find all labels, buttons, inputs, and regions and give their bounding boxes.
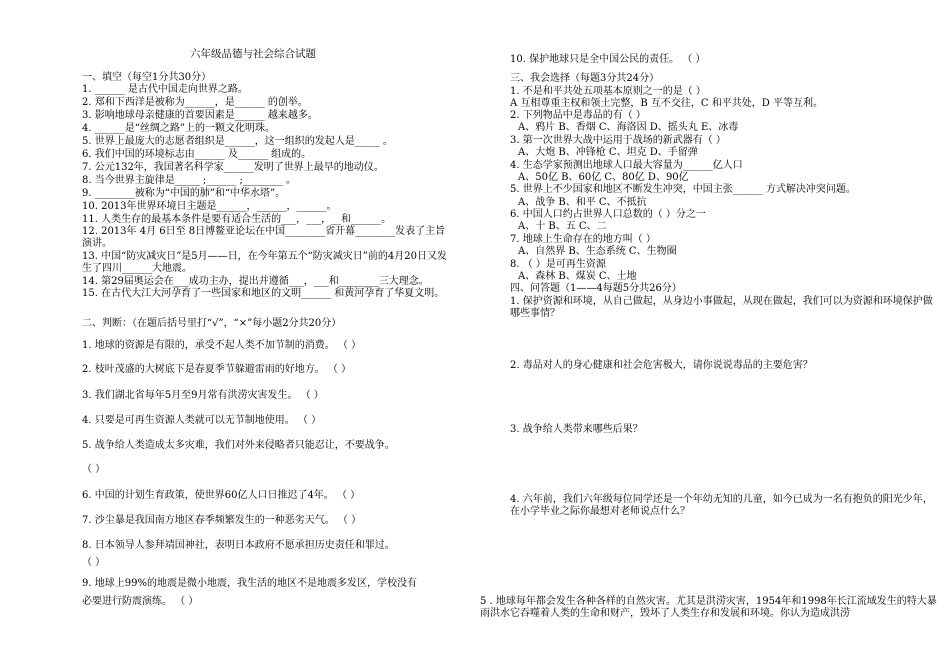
judge-item-5: 5. 战争给人类造成太多灾难，我们对外来侵略者只能忍让，不要战争。 bbox=[82, 440, 395, 451]
choice-options-3: A、大炮 B、冲锋枪 C、坦克 D、手留弹 bbox=[518, 147, 698, 158]
qa-question-4: 4. 六年前，我们六年级每位同学还是一个年幼无知的儿童，如今已成为一名有抱负的阳光少年，在小学毕业之际你最想对老师说点什么？ bbox=[510, 494, 933, 517]
judge-item-6: 6. 中国的计划生育政策，使世界60亿人口日推迟了4年。 （ ） bbox=[82, 490, 361, 501]
choice-item-6: 6. 中国人口约占世界人口总数的（ ）分之一 bbox=[510, 209, 706, 220]
qa-heading: 四、问答题（1——4每题5分共26分） bbox=[510, 283, 682, 294]
fill-item-6: 6. 我们中国的环境标志由______ 及______ 组成的。 bbox=[82, 149, 312, 160]
choice-options-6: A、十 B、五 C、二 bbox=[518, 221, 607, 232]
choice-item-1: 1. 不是和平共处五项基本原则之一的是（ ） bbox=[510, 86, 706, 97]
choice-item-3: 3. 第一次世界大战中运用于战场的新武器有（ ） bbox=[510, 135, 726, 146]
fill-heading: 一、填空（每空1分共30分） bbox=[82, 72, 212, 83]
qa-question-2: 2. 毒品对人的身心健康和社会危害极大，请你说说毒品的主要危害？ bbox=[510, 360, 813, 371]
judge-item-3: 3. 我们湖北省每年5月至9月常有洪涝灾害发生。 （ ） bbox=[82, 390, 324, 401]
qa-question-1: 1. 保护资源和环境，从自己做起，从身边小事做起，从现在做起，我们可以为资源和环境保护做哪些事情？ bbox=[510, 296, 933, 319]
judge-item-8-bracket: （ ） bbox=[82, 557, 106, 568]
fill-item-2: 2. 郑和下西洋是被称为______，是______ 的创举。 bbox=[82, 97, 308, 108]
fill-item-10: 10. 2013年世界环境日主题是______，______，______。 bbox=[82, 201, 337, 212]
choice-options-8: A、森林 B、煤炭 C、土地 bbox=[518, 271, 637, 282]
fill-item-15: 15. 在古代大江大河孕育了一些国家和地区的文明______ 和黄河孕育了华夏文明。 bbox=[82, 288, 445, 299]
judge-item-1: 1. 地球的资源是有限的，承受不起人类不加节制的消费。 （ ） bbox=[82, 340, 362, 351]
fill-item-8: 8. 当今世界主旋律是_____ ;______ ;________ 。 bbox=[82, 175, 296, 186]
choice-options-1: A 互相尊重主权和领土完整，B 互不交往，C 和平共处，D 平等互利。 bbox=[510, 98, 823, 109]
fill-item-5: 5. 世界上最庞大的志愿者组织是______，这一组织的发起人是_____ 。 bbox=[82, 136, 393, 147]
fill-item-11: 11. 人类生存的最基本条件是要有适合生活的___，___，__和______。 bbox=[82, 214, 392, 225]
choice-item-8: 8. （ ）是可再生资源 bbox=[510, 259, 606, 270]
fill-item-14: 14. 第29届奥运会在___成功主办，提出并遵循___，___和________三大理念。 bbox=[82, 276, 429, 287]
choice-options-2: A、鸦片 B、香烟 C、海洛因 D、摇头丸 E、冰毒 bbox=[518, 122, 739, 133]
choice-item-7: 7. 地球上生命存在的地方叫（ ） bbox=[510, 234, 656, 245]
page-title: 六年级品德与社会综合试题 bbox=[190, 48, 316, 60]
judge-item-7: 7. 沙尘暴是我国南方地区春季频繁发生的一种恶劣天气。 （ ） bbox=[82, 515, 362, 526]
fill-item-13: 13. 中国“防灾减灾日”是5月——日，在今年第五个“防灾减灾日”前的4月20日又发生了四川______大地震。 bbox=[82, 251, 447, 274]
fill-item-9: 9. ________被称为“中国的肺”和“中华水塔”。 bbox=[82, 188, 286, 199]
judge-item-4: 4. 只要是可再生资源人类就可以无节制地使用。 （ ） bbox=[82, 415, 322, 426]
judge-item-2: 2. 枝叶茂盛的大树底下是春夏季节躲避雷雨的好地方。 （ ） bbox=[82, 364, 352, 375]
choice-heading: 三、我会选择（每题3分共24分） bbox=[510, 73, 660, 84]
judge-item-8: 8. 日本领导人参拜靖国神社，表明日本政府不愿承担历史责任和罪过。 bbox=[82, 540, 395, 551]
judge-item-9: 9. 地球上99%的地震是微小地震，我生活的地区不是地震多发区，学校没有 bbox=[82, 578, 417, 589]
fill-item-7: 7. 公元132年，我国著名科学家______发明了世界上最早的地动仪。 bbox=[82, 162, 384, 173]
choice-item-2: 2. 下列物品中是毒品的有（ ） bbox=[510, 110, 646, 121]
choice-item-4: 4. 生态学家预测出地球人口最大容量为______亿人口 bbox=[510, 160, 743, 171]
judge-heading: 二、判断：（在题后括号里打“√”，“×”每小题2分共20分） bbox=[82, 318, 342, 329]
fill-item-1: 1. ______ 是古代中国走向世界之路。 bbox=[82, 84, 248, 95]
choice-options-5: A、战争 B、和平 C、不抵抗 bbox=[518, 197, 647, 208]
judge-item-9-cont: 必要进行防震演练。 （ ） bbox=[82, 596, 199, 607]
choice-item-5: 5. 世界上不少国家和地区不断发生冲突，中国主张______ 方式解决冲突问题。 bbox=[510, 184, 856, 195]
judge-item-10: 10. 保护地球只是全中国公民的责任。 （ ） bbox=[510, 54, 706, 65]
qa-question-3: 3. 战争给人类带来哪些后果？ bbox=[510, 424, 643, 435]
qa-question-5: 5 . 地球每年都会发生各种各样的自然灾害。尤其是洪涝灾害，1954年和1998年长江流域发生的特大暴雨洪水它吞噬着人类的生命和财产，毁坏了人类生存和发展和环境。你认为造成洪涝 bbox=[480, 596, 937, 619]
fill-item-4: 4. ______是“丝绸之路”上的一颗文化明珠。 bbox=[82, 123, 275, 134]
fill-item-12: 12. 2013年 4月 6日至 8日博鳌亚论坛在中国________省开幕________发表了主旨演讲。 bbox=[82, 226, 446, 249]
fill-item-3: 3. 影响地球母亲健康的首要因素是______ 越来越多。 bbox=[82, 110, 318, 121]
choice-options-7: A、自然界 B、生态系统 C、生物圈 bbox=[518, 246, 677, 257]
choice-options-4: A、50亿 B、60亿 C、80亿 D、90亿 bbox=[518, 172, 689, 183]
judge-item-5-bracket: （ ） bbox=[82, 464, 106, 475]
